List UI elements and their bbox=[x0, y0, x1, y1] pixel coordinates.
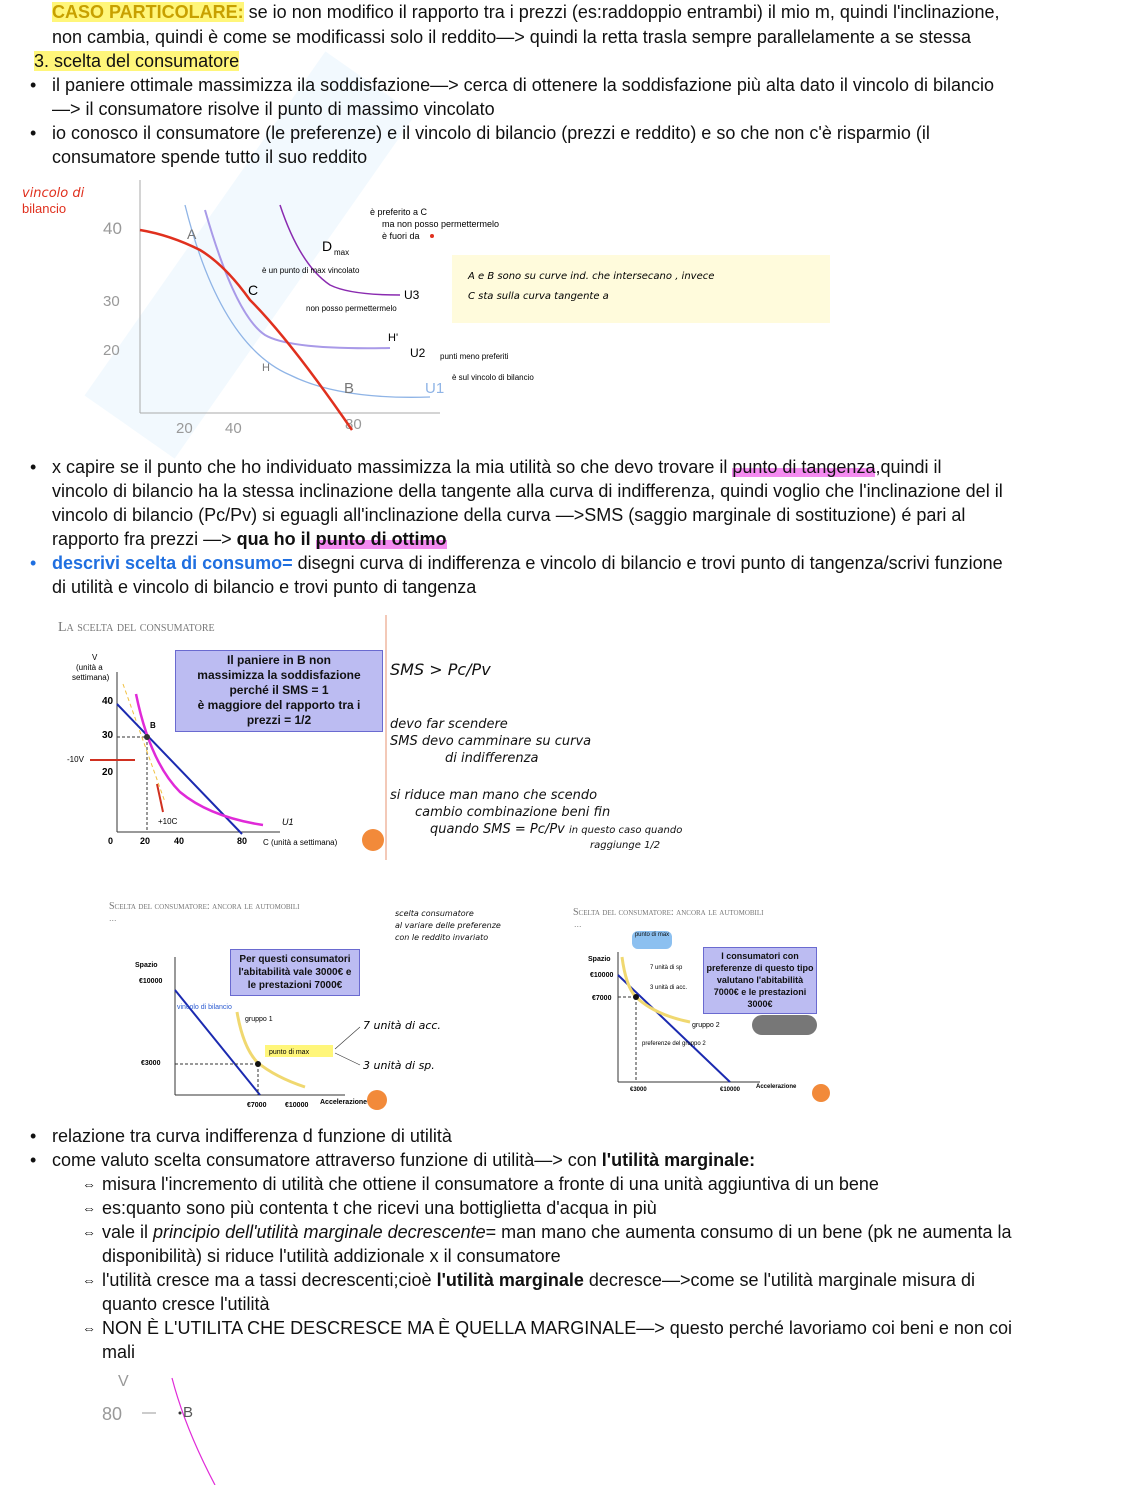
y-tick: 20 bbox=[103, 342, 120, 359]
x-tick: 20 bbox=[140, 836, 151, 846]
note: raggiunge 1/2 bbox=[590, 840, 661, 851]
text: vale il bbox=[102, 1222, 154, 1242]
orange-dot bbox=[367, 1090, 387, 1110]
bullet-text: relazione tra curva indifferenza d funzione di utilità bbox=[52, 1126, 452, 1146]
sub-bullet-icon: ⇔ bbox=[82, 1224, 96, 1240]
note-box-text: C sta sulla curva tangente a bbox=[468, 291, 609, 302]
curve-label: U2 bbox=[410, 346, 426, 360]
sub-bullet-text bbox=[102, 1220, 1012, 1244]
divider bbox=[385, 615, 387, 860]
axis-label: V bbox=[118, 1373, 129, 1390]
x-tick: €7000 bbox=[247, 1102, 267, 1109]
note: con le reddito invariato bbox=[395, 933, 489, 942]
intro-text: se io non modifico il rapporto tra i prezzi (es:raddoppio entrambi) il mio m, quindi l'inclinazione, bbox=[243, 2, 1000, 22]
y-tick: €10000 bbox=[590, 972, 614, 979]
y-tick: 80 bbox=[102, 1404, 123, 1424]
axis-label: Accelerazione bbox=[756, 1084, 797, 1090]
sub-bullet-text: quanto cresce l'utilità bbox=[102, 1294, 270, 1314]
sub-bullet-icon: ⇔ bbox=[82, 1200, 96, 1216]
bullet-text: —> il consumatore risolve il punto di massimo vincolato bbox=[52, 99, 495, 119]
callout-line: Per questi consumatori bbox=[239, 954, 351, 965]
annotation: ma non posso permettermelo bbox=[382, 219, 500, 229]
slide-title: La scelta del consumatore bbox=[58, 620, 215, 635]
callout-line: 7000€ e le prestazioni bbox=[713, 987, 807, 997]
ellipsis: ... bbox=[574, 919, 582, 929]
bullet-text: di utilità e vincolo di bilancio e trovi punto di tangenza bbox=[52, 577, 477, 597]
intro-line-1 bbox=[52, 0, 999, 24]
bullet-icon: • bbox=[30, 123, 37, 143]
bullet-icon: • bbox=[30, 1150, 37, 1170]
note: Pc bbox=[529, 822, 545, 837]
sub-bullet-text: es:quanto sono più contenta t che ricevi una bottiglietta d'acqua in più bbox=[102, 1198, 657, 1218]
callout-line: valutano l'abitabilità bbox=[716, 975, 804, 985]
bold-text: qua ho il bbox=[236, 529, 316, 549]
x-tick: 20 bbox=[176, 420, 193, 437]
text: = man mano che aumenta consumo di un bene (pk ne aumenta la bbox=[485, 1222, 1012, 1242]
annotation: preferenze del gruppo 2 bbox=[642, 1041, 706, 1047]
note-box bbox=[452, 255, 830, 323]
x-tick: 40 bbox=[225, 420, 242, 437]
callout-line: 3000€ bbox=[747, 999, 773, 1009]
ellipsis: ... bbox=[109, 913, 117, 923]
axis-label: C (unità a settimana) bbox=[263, 838, 338, 847]
bullet-text: vincolo di bilancio ha la stessa inclinazione della tangente alla curva di indifferenza, quindi voglio che l'inclinazione del il bbox=[52, 481, 1003, 501]
text: ,quindi il bbox=[875, 457, 942, 477]
handwritten-note bbox=[395, 908, 501, 944]
text: decresce—>come se l'utilità marginale misura di bbox=[583, 1270, 976, 1290]
point-label: H bbox=[262, 362, 270, 374]
x-tick: 40 bbox=[174, 836, 185, 846]
note: in questo caso quando bbox=[569, 825, 683, 836]
callout-line: l'abitabilità vale 3000€ e bbox=[238, 967, 352, 978]
bullet-text bbox=[52, 455, 942, 479]
y-tick: 30 bbox=[102, 730, 114, 741]
slide-chart bbox=[570, 897, 835, 1112]
note: cambio combinazione beni fin bbox=[415, 805, 611, 820]
callout-line: prezzi = 1/2 bbox=[246, 713, 312, 727]
section-title: 3. scelta del consumatore bbox=[34, 51, 240, 71]
note: devo far scendere bbox=[390, 717, 508, 732]
slide-chart bbox=[40, 612, 385, 862]
sketch-title: bilancio bbox=[22, 201, 67, 216]
bullet-text: consumatore spende tutto il suo reddito bbox=[52, 147, 368, 167]
text: x capire se il punto che ho individuato massimizza la mia utilità so che devo trovare il bbox=[52, 457, 733, 477]
highlight: punto di ottimo bbox=[315, 529, 447, 549]
section-heading bbox=[34, 49, 239, 73]
max-point-bubble: punto di max bbox=[632, 931, 672, 949]
bullet-icon: • bbox=[30, 553, 37, 573]
annotation: 3 unità di acc. bbox=[650, 985, 688, 991]
bullet-text bbox=[52, 551, 1003, 575]
slide-title: Scelta del consumatore: ancora le automobili bbox=[109, 901, 300, 912]
y-tick: €3000 bbox=[141, 1060, 161, 1067]
annotation: -10V bbox=[67, 755, 84, 764]
budget-line bbox=[140, 230, 355, 430]
axis-label: Spazio bbox=[135, 962, 158, 969]
y-tick: 40 bbox=[102, 696, 114, 707]
sketch-title: vincolo di bbox=[22, 186, 85, 201]
axis-label: settimana) bbox=[72, 673, 110, 682]
annotation: gruppo 1 bbox=[245, 1016, 273, 1023]
x-tick: €10000 bbox=[285, 1102, 309, 1109]
point-label: max bbox=[334, 248, 350, 257]
callout-line: perché il SMS = 1 bbox=[229, 683, 329, 697]
y-tick: 30 bbox=[103, 293, 120, 310]
axis-label: V bbox=[92, 653, 98, 662]
curve-label: U1 bbox=[282, 817, 294, 827]
text: rapporto fra prezzi —> bbox=[52, 529, 237, 549]
annotation: vincolo di bilancio bbox=[177, 1004, 232, 1011]
bullet-text: il paniere ottimale massimizza ila soddisfazione—> cerca di ottenere la soddisfazione più alta dato il vincolo di bilancio bbox=[52, 75, 995, 95]
annotation: punti meno preferiti bbox=[440, 352, 509, 361]
case-label: CASO PARTICOLARE: bbox=[52, 2, 244, 22]
bullet-icon: • bbox=[30, 457, 37, 477]
x-tick: €10000 bbox=[720, 1087, 741, 1093]
callout-line: preferenze di questo tipo bbox=[706, 963, 814, 973]
note-box-text: A e B sono su curve ind. che intersecano , invece bbox=[468, 271, 715, 282]
callout-line: Il paniere in B non bbox=[226, 653, 331, 667]
callout-line: I consumatori con bbox=[721, 951, 799, 961]
sub-bullet-icon: ⇔ bbox=[82, 1176, 96, 1192]
note: si riduce man mano che scendo bbox=[390, 788, 598, 803]
note: al variare delle preferenze bbox=[395, 921, 501, 930]
bullet-text: io conosco il consumatore (le preferenze) e il vincolo di bilancio (prezzi e reddito) e so che non c'è risparmio (il bbox=[52, 123, 930, 143]
annotation: 3 unità di sp. bbox=[363, 1059, 435, 1072]
sub-bullet-icon: ⇔ bbox=[82, 1320, 96, 1336]
axis-label: Accelerazione bbox=[320, 1099, 368, 1106]
point-label: A bbox=[187, 226, 197, 242]
handwritten-budget-sketch bbox=[0, 175, 840, 445]
callout-line: le prestazioni 7000€ bbox=[247, 980, 343, 991]
sub-bullet-text: mali bbox=[102, 1342, 136, 1362]
slide-consumer-choice bbox=[40, 612, 385, 862]
bold-text: l'utilità marginale bbox=[436, 1270, 584, 1290]
bold-text: l'utilità marginale: bbox=[601, 1150, 756, 1170]
note: SMS > bbox=[390, 660, 443, 679]
intro-line-2: non cambia, quindi è come se modificassi solo il reddito—> quindi la retta trasla sempre parallelamente a se stessa bbox=[52, 27, 971, 47]
sub-bullet-text bbox=[102, 1268, 975, 1292]
note: quando SMS = bbox=[430, 822, 526, 837]
point-label: H' bbox=[388, 332, 399, 344]
sub-bullet-icon: ⇔ bbox=[82, 1272, 96, 1288]
curve-label: U1 bbox=[425, 380, 445, 397]
callout-line: massimizza la soddisfazione bbox=[197, 668, 361, 682]
x-tick: 80 bbox=[237, 836, 248, 846]
annotation: gruppo 2 bbox=[692, 1022, 720, 1029]
annotation: non posso permettermelo bbox=[306, 304, 397, 313]
y-tick: 20 bbox=[102, 767, 114, 778]
text: disegni curva di indifferenza e vincolo di bilancio e trovi punto di tangenza/scrivi funzione bbox=[292, 553, 1003, 573]
x-tick: €3000 bbox=[630, 1087, 647, 1093]
axis-label: Spazio bbox=[588, 956, 611, 963]
bullet-icon: • bbox=[30, 1126, 37, 1146]
note: SMS devo camminare su curva bbox=[390, 734, 592, 749]
bullet-icon: • bbox=[30, 75, 37, 95]
y-tick: 40 bbox=[103, 219, 122, 238]
handwritten-sketch-bottom bbox=[90, 1368, 290, 1485]
annotation: è un punto di max vincolato bbox=[262, 266, 360, 275]
italic-text: principio dell'utilità marginale decrescente bbox=[153, 1222, 486, 1242]
note: scelta consumatore bbox=[395, 909, 474, 918]
sub-bullet-text: misura l'incremento di utilità che ottiene il consumatore a fronte di una unità aggiuntiva di un bene bbox=[102, 1174, 879, 1194]
curve-label: U3 bbox=[404, 288, 420, 302]
bullet-text bbox=[52, 1148, 755, 1172]
annotation: +10C bbox=[158, 817, 178, 826]
orange-dot bbox=[812, 1084, 830, 1102]
annotation: punto di max bbox=[269, 1049, 310, 1056]
point-label: B bbox=[150, 721, 156, 730]
annotation: è sul vincolo di bilancio bbox=[452, 373, 534, 382]
bullet-text: vincolo di bilancio (Pc/Pv) si eguagli all'inclinazione della curva —>SMS (saggio marginale di sostituzione) é pari al bbox=[52, 505, 966, 525]
callout-line: è maggiore del rapporto tra i bbox=[197, 698, 361, 712]
annotation: 7 unità di acc. bbox=[363, 1019, 441, 1032]
x-tick: 80 bbox=[345, 416, 362, 433]
blue-label: descrivi scelta di consumo= bbox=[52, 553, 293, 573]
point-label: B bbox=[183, 1404, 194, 1421]
point-label: D bbox=[322, 238, 333, 254]
note: Pv bbox=[549, 822, 565, 837]
text: l'utilità cresce ma a tassi decrescenti;cioè bbox=[102, 1270, 437, 1290]
sub-bullet-text: disponibilità) si riduce l'utilità addizionale x il consumatore bbox=[102, 1246, 561, 1266]
highlight: punto di tangenza bbox=[732, 457, 876, 477]
note: di indifferenza bbox=[445, 751, 539, 766]
slide-cars-group2 bbox=[570, 897, 835, 1112]
point-label: B bbox=[344, 380, 355, 397]
axis-label: (unità a bbox=[76, 663, 103, 672]
text: come valuto scelta consumatore attraverso funzione di utilità—> con bbox=[52, 1150, 602, 1170]
annotation: 7 unità di sp bbox=[650, 965, 683, 971]
x-tick: 0 bbox=[108, 836, 114, 846]
bullet-text bbox=[52, 527, 447, 551]
point-label: C bbox=[248, 282, 259, 298]
note: Pv bbox=[471, 660, 491, 679]
slide-title: Scelta del consumatore: ancora le automobili bbox=[573, 907, 764, 918]
y-tick: €10000 bbox=[139, 978, 163, 985]
note: Pc bbox=[447, 660, 467, 679]
handwritten-notes: SMS > Pc/Pv devo far scendere SMS devo camminare su curva di indifferenza si riduce man mano che scendo cambio combinazione beni fin quando SMS = Pc/Pv in questo caso quando raggiunge 1/2 bbox=[390, 660, 683, 851]
annotation: è fuori da bbox=[382, 231, 420, 241]
y-tick: €7000 bbox=[592, 995, 612, 1002]
orange-dot bbox=[362, 829, 384, 851]
sub-bullet-text: NON È L'UTILITA CHE DESCRESCE MA È QUELLA MARGINALE—> questo perché lavoriamo coi beni e non coi bbox=[102, 1318, 1012, 1338]
annotation: è preferito a C bbox=[370, 207, 428, 217]
